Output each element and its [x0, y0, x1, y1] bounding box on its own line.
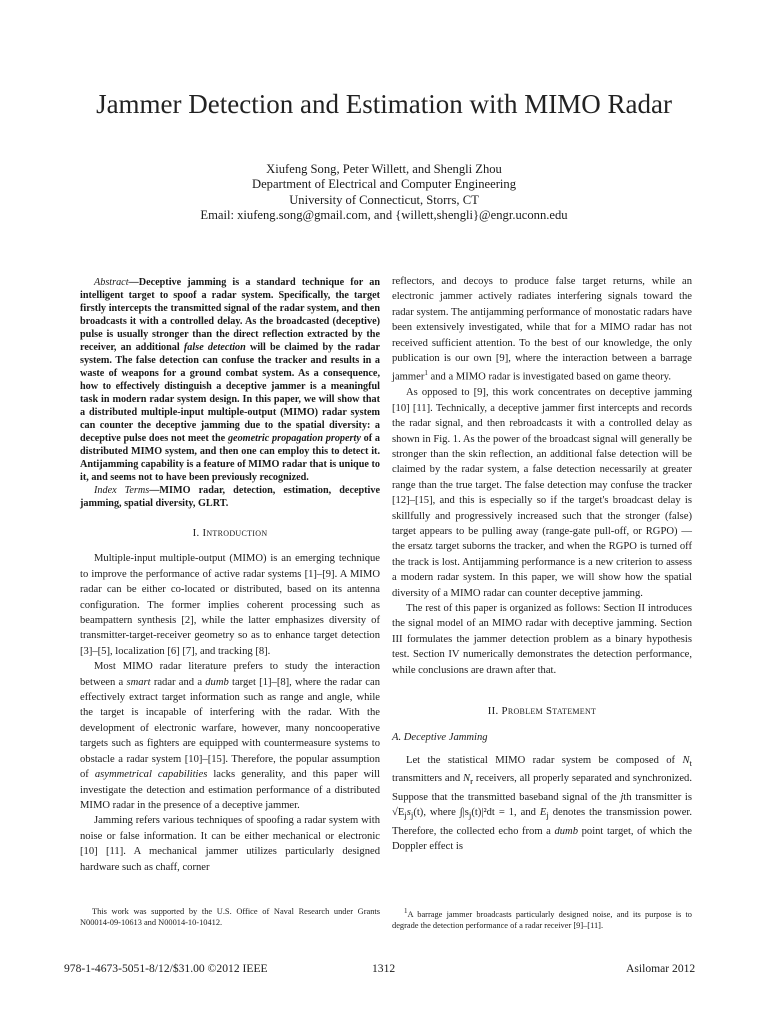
footnote-right-text: A barrage jammer broadcasts particularly designed noise, and its purpose is to degrade the detection performance of a radar receiver [9]–[11].	[392, 909, 692, 930]
p4-j-sub-3: j	[468, 810, 472, 821]
p4-j: j	[620, 791, 624, 803]
p4-f: (t), where ∫|s	[413, 807, 469, 819]
footer-venue: Asilomar 2012	[626, 962, 696, 975]
right-paragraph-1	[392, 274, 692, 385]
p4-b: transmitters and	[392, 773, 464, 785]
abstract-em-b: geometric propagation property	[227, 433, 361, 444]
index-terms	[80, 484, 380, 510]
p4-j-sub-1: j	[404, 810, 407, 821]
intro-paragraph-1: Multiple-input multiple-output (MIMO) is an emerging technique to improve the performance of active radar systems [1]–[9]. A MIMO radar can be either co-located or distributed, based on its antenna configuration. The former implies coherent processing such as beampattern synthesis [2], while the latter emphasizes diversity of transmitter-target-receiver geometry so as to enhance target detection [3]–[5], localization [6] [7], and tracking [8].	[80, 553, 380, 657]
index-terms-label: Index Terms	[94, 485, 150, 496]
footer-page-number: 1312	[372, 962, 396, 975]
intro-p2-a: Most MIMO radar literature prefers to study the interaction between a	[80, 661, 380, 688]
p4-nr-sub: r	[470, 776, 474, 787]
abstract-text-b: will be claimed by the radar system. The false detection can confuse the tracker and results in a waste of weapons for a ground combat system. As a consequence, how to effectively distinguish a deceptive jammer is a meaningful task in modern radar system design. In this paper, we will show that a distributed multiple-input multiple-output (MIMO) radar system can counter the deceptive jamming due to the spatial diversity: a deceptive pulse does not meet the	[80, 342, 381, 444]
p4-e: s	[406, 807, 411, 819]
author-email[interactable]: Email: xiufeng.song@gmail.com, and {willett,shengli}@engr.uconn.edu	[200, 208, 568, 223]
p4-a: Let the statistical MIMO radar system be composed of	[406, 754, 683, 766]
p4-h: denotes the transmission power. Therefore, the collected echo from a	[392, 807, 692, 837]
intro-p2-smart: smart	[126, 676, 151, 688]
p4-j-sub-2: j	[410, 810, 414, 821]
footer-isbn: 978-1-4673-5051-8/12/$31.00 ©2012 IEEE	[64, 962, 268, 975]
paper-title: Jammer Detection and Estimation with MIMO Radar	[96, 89, 672, 119]
author-names: Xiufeng Song, Peter Willett, and Shengli Zhou	[266, 162, 502, 176]
intro-p2-dumb: dumb	[205, 676, 229, 688]
footnote-right-marker: 1	[404, 907, 408, 915]
p4-j-sub-4: j	[546, 810, 549, 821]
author-university: University of Connecticut, Storrs, CT	[289, 192, 479, 207]
intro-paragraph-2	[80, 659, 380, 813]
p4-ej: E	[539, 807, 547, 819]
intro-p2-d: lacks generality, and this paper will investigate the detection and estimation performance of a distributed MIMO radar in the presence of a deceptive jammer.	[80, 769, 380, 811]
abstract-text-a: —Deceptive jamming is a standard technique for an intelligent target to spoof a radar system. Specifically, the target firstly intercepts the transmitted signal of the radar system, and then broadcasts it with a controlled delay. As the broadcasted (deceptive) pulse is usually stronger than the direct reflection extracted by the receiver, an additional	[80, 277, 380, 353]
abstract-text-c: of a distributed MIMO system, and then one can employ this to detect it. Antijamming capability is a feature of MIMO radar that is unique to it, and seems not to have been previously recognized.	[80, 433, 380, 483]
author-department: Department of Electrical and Computer Engineering	[251, 177, 517, 192]
section-heading-intro: I. Introduction	[192, 527, 268, 539]
p4-g: (t)|²dt = 1, and	[471, 807, 540, 819]
abstract-em-a: false detection	[183, 342, 246, 353]
p4-c: receivers, all properly separated and synchronized. Suppose that the transmitted baseband signal of the	[392, 773, 692, 803]
left-column	[80, 276, 380, 875]
index-terms-text: —MIMO radar, detection, estimation, deceptive jamming, spatial diversity, GLRT.	[80, 485, 380, 509]
p4-dumb: dumb	[554, 825, 578, 837]
right-p1-b: and a MIMO radar is investigated based on game theory.	[427, 371, 672, 383]
section-heading-problem: II. Problem Statement	[487, 705, 597, 718]
right-column	[392, 274, 692, 855]
intro-p2-c: target [1]–[8], where the radar can effectively extract target information such as range and angle, while the target is incapable of interfering with the radar. With the development of electronic warfare, however, many noncooperative targets such as fighters are equipped with countermeasure systems to obstacle a radar system [10]–[15]. Therefore, the popular assumption of	[80, 676, 380, 781]
right-p1-a: reflectors, and decoys to produce false target returns, while an electronic jammer actively radiates interfering signals toward the radar system. The antijamming performance of monostatic radars have been extensively investigated, while that for a MIMO radar has not received sufficient attention. To the best of our knowledge, the only publication is our own [9], where the interaction between a barrage jammer	[392, 276, 692, 383]
right-paragraph-2: As opposed to [9], this work concentrates on deceptive jamming [10] [11]. Technically, a deceptive jammer first intercepts and records the radar signal, and then rebroadcasts it with a controlled delay as shown in Fig. 1. As the power of the broadcast signal will generally be stronger than the skin reflection, an additional false detection will be claimed by the radar system, a false detection necessarily at greater range than the true target. The false detection may confuse the tracker [12]–[15], and this is especially so if the target's broadcast delay is skillfully and progressively increased such that the stronger (false) target appears to be pulling away (range-gate pull-off, or RGPO) — the ersatz target suborns the tracker, and when the RGPO is turned off the track is lost. Antijamming performance is a new criterion to assess a modern radar system. In this paper, we will show how the spatial diversity of a MIMO radar can counter deceptive jamming.	[392, 387, 692, 599]
abstract-label: Abstract	[94, 277, 129, 288]
footnote-left: This work was supported by the U.S. Office of Naval Research under Grants N00014-09-10613 and N00014-10-10412.	[80, 907, 380, 927]
intro-paragraph-3: Jamming refers various techniques of spoofing a radar system with noise or false information. It can be either mechanical or electronic [10] [11]. A mechanical jammer utilizes particularly designed hardware such as chaff, corner	[80, 815, 380, 873]
author-block	[60, 162, 708, 224]
p4-nt: N	[682, 754, 690, 766]
right-paragraph-3: The rest of this paper is organized as follows: Section II introduces the signal model of an MIMO radar with deceptive jamming. Section III formulates the jammer detection problem as a binary hypothesis test. Section IV numerically demonstrates the detection performance, while conclusions are drawn after that.	[392, 603, 692, 676]
p4-nr: N	[463, 773, 471, 785]
p4-d: th transmitter is √E	[392, 791, 692, 819]
p4-nt-sub: t	[689, 758, 692, 769]
abstract	[80, 276, 380, 484]
footnote-right	[392, 906, 692, 931]
intro-p2-b: radar and a	[150, 676, 206, 688]
subsection-heading: A. Deceptive Jamming	[392, 731, 488, 743]
p4-i: point target, of which the Doppler effect is	[392, 825, 692, 853]
right-paragraph-4	[392, 753, 692, 855]
intro-p2-asym: asymmetrical capabilities	[94, 769, 208, 781]
footnote-marker: 1	[424, 369, 428, 378]
